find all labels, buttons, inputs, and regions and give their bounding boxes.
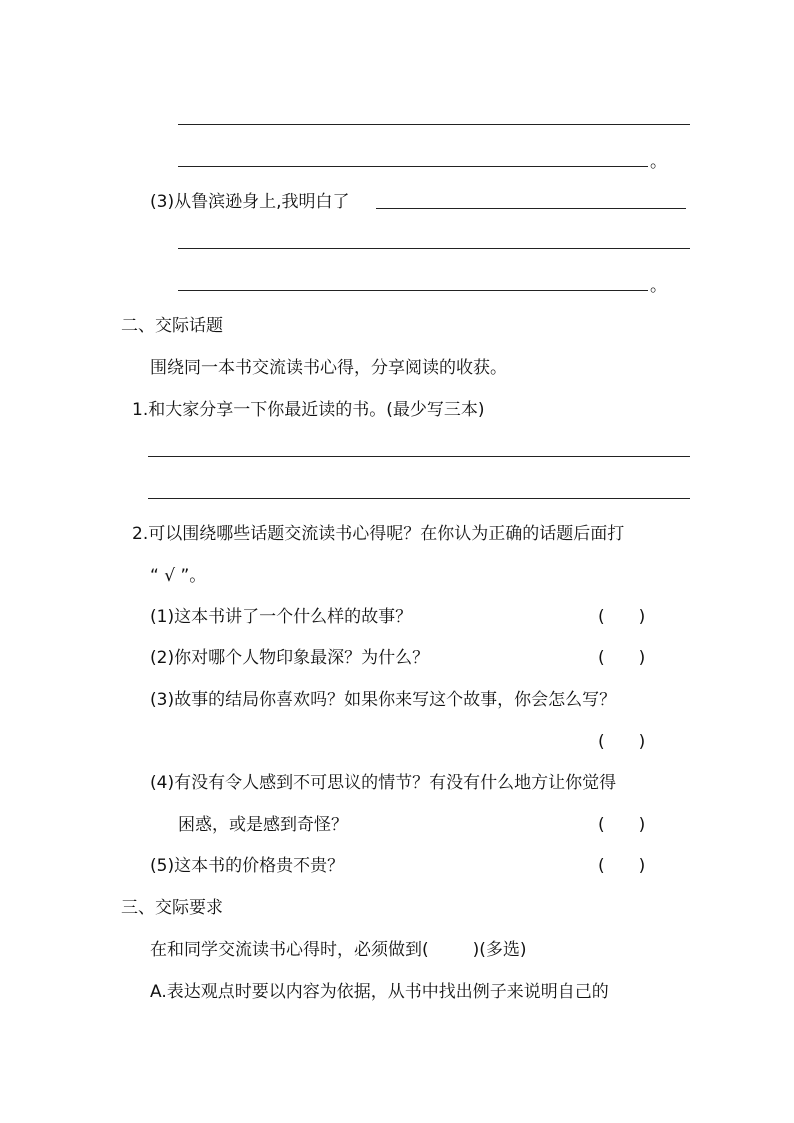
prompt-before: 在和同学交流读书心得时，必须做到( <box>150 940 429 960</box>
answer-paren[interactable]: ( ) <box>598 815 646 835</box>
answer-line[interactable] <box>178 290 648 291</box>
option-3: (3)故事的结局你喜欢吗？如果你来写这个故事，你会怎么写？ <box>150 690 617 710</box>
question-2-cont: “ √ ”。 <box>150 566 207 586</box>
section-heading: 三、交际要求 <box>121 898 223 918</box>
answer-paren[interactable]: ( ) <box>598 732 646 752</box>
answer-line[interactable] <box>148 498 690 499</box>
question-3-text: (3)从鲁滨逊身上,我明白了 <box>150 192 350 212</box>
answer-paren[interactable]: ( ) <box>598 856 646 876</box>
period-mark: 。 <box>650 276 667 296</box>
answer-paren[interactable]: ( ) <box>598 607 646 627</box>
option-2: (2)你对哪个人物印象最深？为什么？ <box>150 648 430 668</box>
period-mark: 。 <box>650 152 667 172</box>
question-1: 1.和大家分享一下你最近读的书。(最少写三本) <box>132 400 485 420</box>
answer-line <box>178 166 648 167</box>
answer-blank[interactable] <box>376 208 686 209</box>
answer-line[interactable] <box>178 248 690 249</box>
section-heading: 二、交际话题 <box>121 316 223 336</box>
option-4: (4)有没有令人感到不可思议的情节？有没有什么地方让你觉得 <box>150 773 617 793</box>
section-intro: 围绕同一本书交流读书心得，分享阅读的收获。 <box>150 358 507 378</box>
answer-line[interactable] <box>148 456 690 457</box>
answer-paren[interactable]: ( ) <box>598 648 646 668</box>
question-2: 2.可以围绕哪些话题交流读书心得呢？在你认为正确的话题后面打 <box>132 524 625 544</box>
option-a: A.表达观点时要以内容为依据，从书中找出例子来说明自己的 <box>150 982 609 1002</box>
section3-prompt <box>150 938 527 962</box>
prompt-after: )(多选) <box>472 940 527 960</box>
option-1: (1)这本书讲了一个什么样的故事？ <box>150 607 413 627</box>
option-5: (5)这本书的价格贵不贵？ <box>150 856 345 876</box>
option-4-cont: 困惑，或是感到奇怪？ <box>178 815 348 835</box>
answer-line <box>178 124 690 125</box>
